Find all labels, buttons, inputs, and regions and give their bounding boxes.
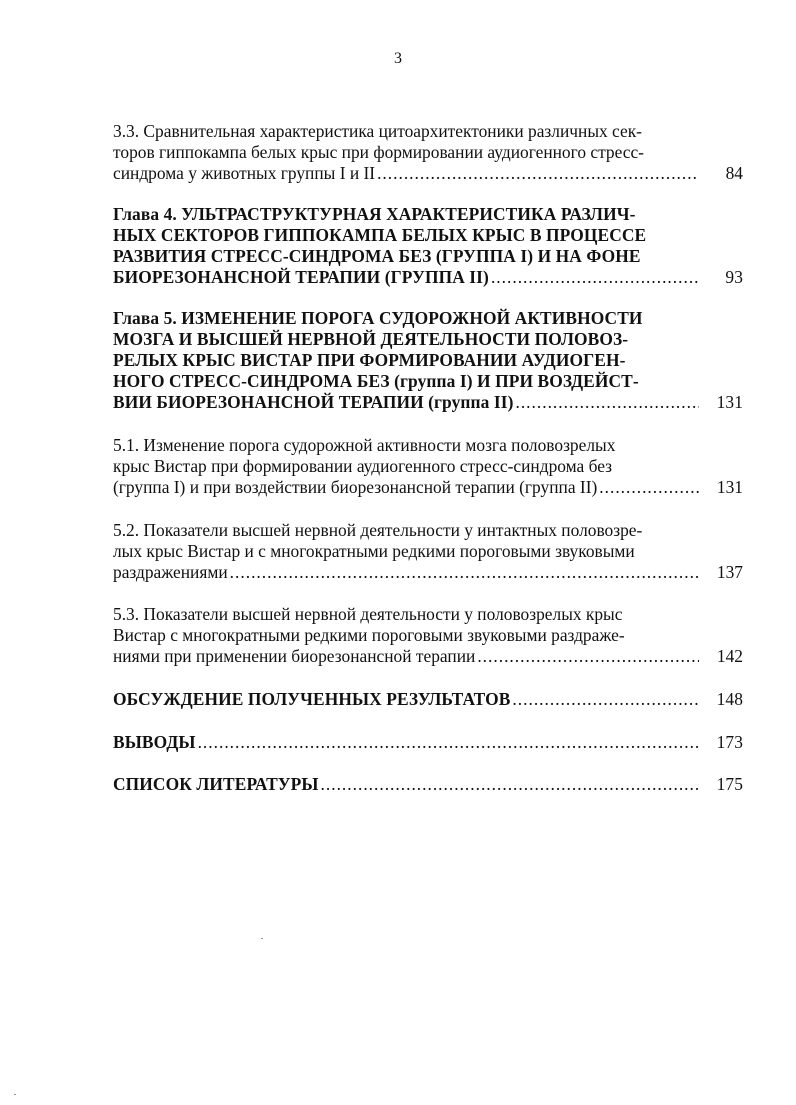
toc-line: лых крыс Вистар и с многократными редкими пороговыми звуковыми: [113, 541, 635, 561]
scan-speck: [14, 1094, 16, 1095]
toc-line: торов гиппокампа белых крыс при формировании аудиогенного стресс-: [113, 142, 644, 162]
toc-entry-chapter-4[interactable]: [113, 204, 743, 288]
toc-line: 5.1. Изменение порога судорожной активности мозга половозрелых: [113, 435, 616, 455]
toc-page-number: 142: [716, 646, 743, 666]
toc-entry-3-3[interactable]: [113, 121, 743, 184]
dot-leader: [321, 774, 699, 795]
toc-line: РАЗВИТИЯ СТРЕСС-СИНДРОМА БЕЗ (ГРУППА I) И НА ФОНЕ: [113, 246, 641, 266]
toc-line: СПИСОК ЛИТЕРАТУРЫ: [113, 774, 319, 794]
toc-page-number: 175: [716, 774, 743, 794]
toc-page-number: 84: [725, 163, 743, 183]
toc-line: Глава 4. УЛЬТРАСТРУКТУРНАЯ ХАРАКТЕРИСТИКА РАЗЛИЧ-: [113, 204, 636, 224]
toc-page-number: 131: [716, 477, 743, 497]
dot-leader: [515, 392, 699, 413]
toc-line: ОБСУЖДЕНИЕ ПОЛУЧЕННЫХ РЕЗУЛЬТАТОВ: [113, 689, 511, 709]
dot-leader: [230, 562, 699, 583]
toc-line: синдрома у животных группы I и II: [113, 163, 376, 183]
dot-leader: [377, 163, 699, 184]
toc-entry-conclusions[interactable]: [113, 732, 743, 753]
toc-entry-references[interactable]: [113, 774, 743, 795]
toc-line: НОГО СТРЕСС-СИНДРОМА БЕЗ (группа I) И ПРИ ВОЗДЕЙСТ-: [113, 371, 639, 391]
toc-last-line: [113, 477, 743, 498]
toc-last-line: [113, 163, 743, 184]
toc-line: НЫХ СЕКТОРОВ ГИППОКАМПА БЕЛЫХ КРЫС В ПРОЦЕССЕ: [113, 225, 647, 245]
toc-last-line: [113, 392, 743, 413]
page-number: 3: [394, 50, 402, 67]
toc-line: Глава 5. ИЗМЕНЕНИЕ ПОРОГА СУДОРОЖНОЙ АКТИВНОСТИ: [113, 308, 643, 328]
toc-page-number: 148: [716, 689, 743, 709]
scan-speck: [261, 938, 263, 939]
toc-entry-discussion[interactable]: [113, 689, 743, 710]
dot-leader: [491, 267, 699, 288]
dot-leader: [599, 477, 699, 498]
toc-last-line: [113, 732, 743, 753]
toc-line: ниями при применении биорезонансной терапии: [113, 646, 476, 666]
toc-line: 5.3. Показатели высшей нервной деятельности у половозрелых крыс: [113, 604, 623, 624]
toc-entry-chapter-5[interactable]: [113, 308, 743, 413]
dot-leader: [477, 646, 699, 667]
toc-line: крыс Вистар при формировании аудиогенного стресс-синдрома без: [113, 456, 612, 476]
toc-line: БИОРЕЗОНАНСНОЙ ТЕРАПИИ (ГРУППА II): [113, 267, 489, 287]
toc-line: (группа I) и при воздействии биорезонансной терапии (группа II): [113, 477, 598, 497]
toc-page-number: 131: [716, 392, 743, 412]
dot-leader: [198, 732, 699, 753]
toc-last-line: [113, 646, 743, 667]
toc-line: МОЗГА И ВЫСШЕЙ НЕРВНОЙ ДЕЯТЕЛЬНОСТИ ПОЛОВОЗ-: [113, 329, 629, 349]
toc-line: раздражениями: [113, 562, 228, 582]
toc-entry-5-3[interactable]: [113, 604, 743, 667]
toc-line: РЕЛЫХ КРЫС ВИСТАР ПРИ ФОРМИРОВАНИИ АУДИОГЕН-: [113, 350, 626, 370]
toc-last-line: [113, 267, 743, 288]
toc-line: ВЫВОДЫ: [113, 732, 196, 752]
toc-line: 5.2. Показатели высшей нервной деятельности у интактных половозре-: [113, 520, 643, 540]
dot-leader: [512, 689, 699, 710]
toc-line: 3.3. Сравнительная характеристика цитоархитектоники различных сек-: [113, 121, 642, 141]
toc-last-line: [113, 774, 743, 795]
toc-page-number: 137: [716, 562, 743, 582]
toc-page-number: 173: [716, 732, 743, 752]
toc-entry-5-2[interactable]: [113, 520, 743, 583]
toc-line: Вистар с многократными редкими пороговыми звуковыми раздраже-: [113, 625, 625, 645]
toc-page-number: 93: [725, 267, 743, 287]
toc-last-line: [113, 562, 743, 583]
toc-line: ВИИ БИОРЕЗОНАНСНОЙ ТЕРАПИИ (группа II): [113, 392, 514, 412]
toc-last-line: [113, 689, 743, 710]
toc-entry-5-1[interactable]: [113, 435, 743, 498]
